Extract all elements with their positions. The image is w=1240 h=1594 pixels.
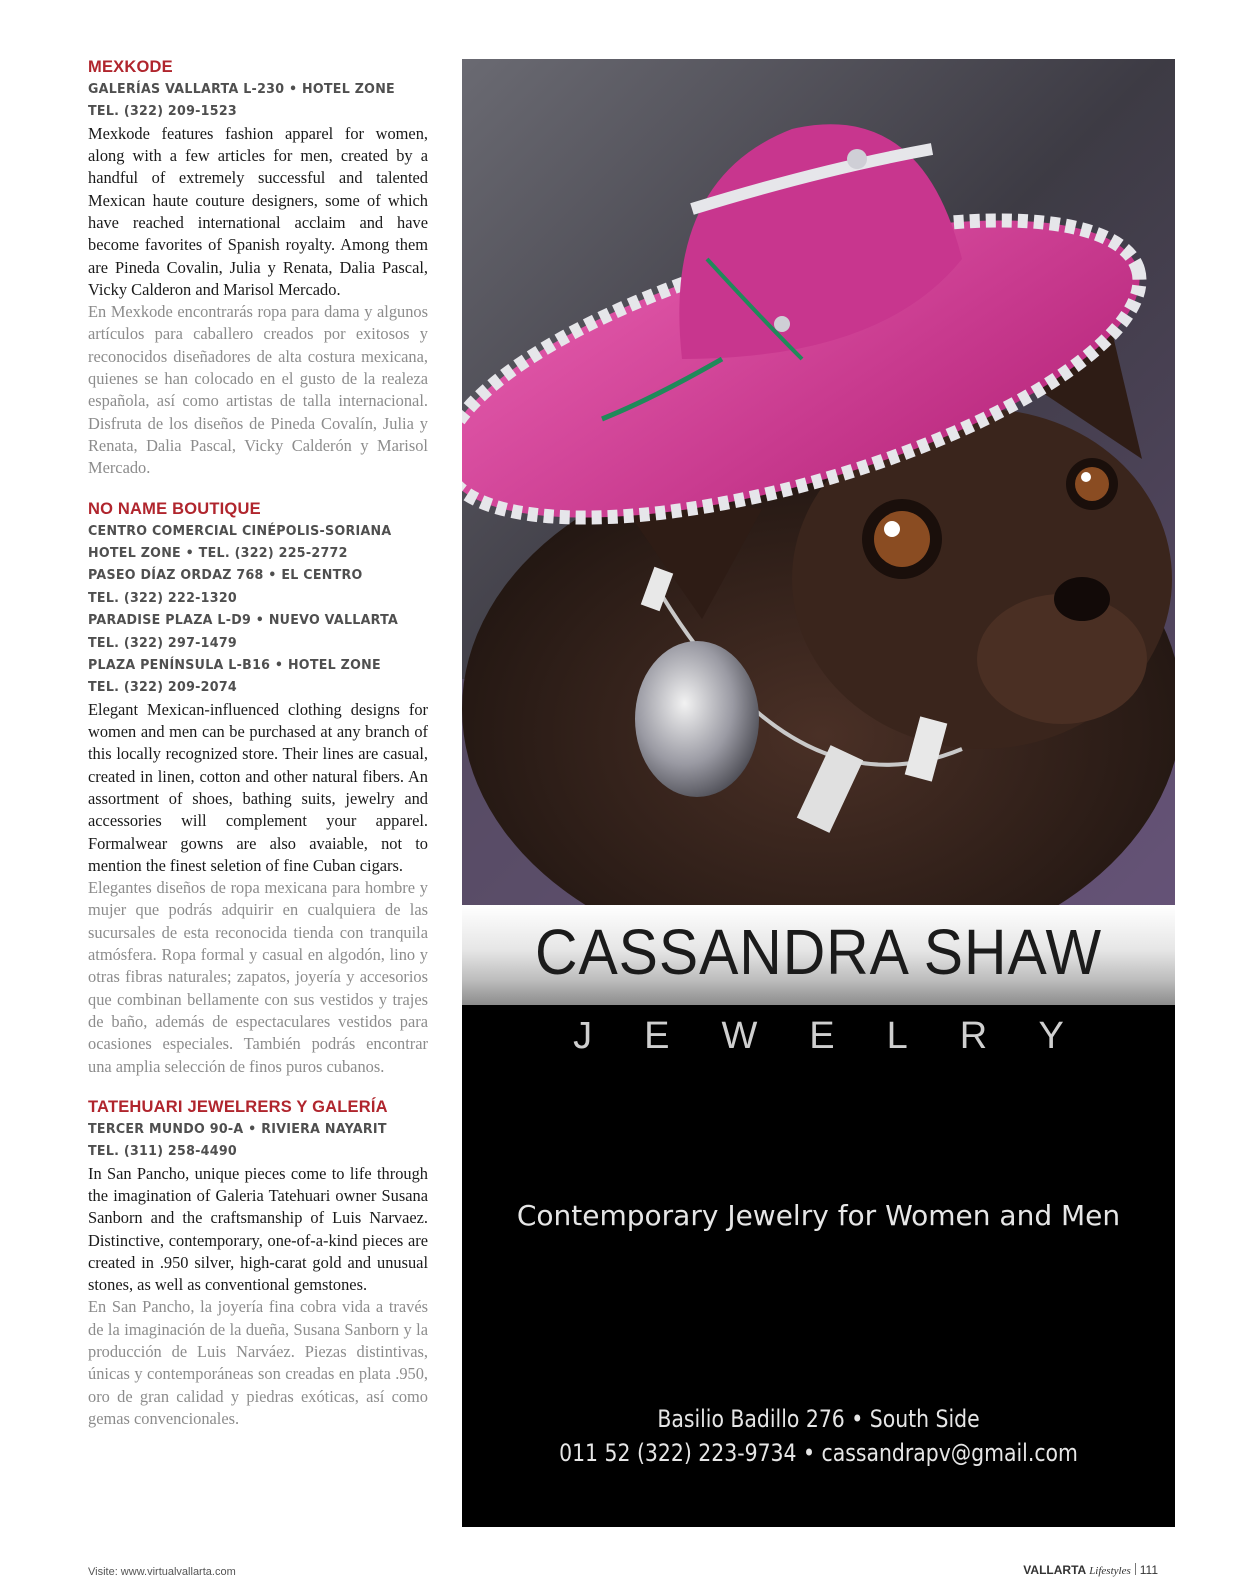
description-spanish: Elegantes diseños de ropa mexicana para hombre y mujer que podrás adquirir en cualquiera de las sucursales de esta reconocida tienda con tranquila atmósfera. Ropa formal y casual en algodón, lino y otras fibras naturales; zapatos, joyería y accesorios que combinan bellamente con sus vestidos y trajes de baño, además de espectaculares vestidos para ocasiones especiales. También podrás encontrar una amplia selección de finos puros cubanos. [88,878,428,1076]
footer-folio [1023,1563,1158,1578]
page-number: 111 [1139,1563,1158,1577]
address-line: CENTRO COMERCIAL CINÉPOLIS-SORIANA [88,522,392,539]
ad-tagline: Contemporary Jewelry for Women and Men [516,1199,1121,1232]
address-line: HOTEL ZONE • TEL. (322) 225-2772 [88,544,348,561]
listings-column [88,56,428,1448]
ad-contact: 011 52 (322) 223-9734 • cassandrapv@gmail.com [559,1439,1078,1467]
listing-no-name-boutique [88,498,428,1078]
description-english: Elegant Mexican-influenced clothing designs for women and men can be purchased at any branch of this locally recognized store. Their lines are casual, created in linen, cotton and other natural fibers. An assortment of shoes, bathing suits, jewelry and accessories will complement your apparel. Formalwear gowns are also avaiable, not to mention the finest seletion of fine Cuban cigars. [88,699,428,875]
address-line: GALERÍAS VALLARTA L-230 • HOTEL ZONE [88,81,395,97]
photo-illustration-icon [462,59,1175,905]
brand-subtitle: JEWELRY [573,1015,1116,1057]
address-line: PLAZA PENÍNSULA L-B16 • HOTEL ZONE [88,657,381,673]
business-name: MEXKODE [88,58,173,76]
address-line: PASEO DÍAZ ORDAZ 768 • EL CENTRO [88,567,363,584]
footer-website: Visite: www.virtualvallarta.com [88,1566,236,1578]
jewelry-advertisement [462,59,1175,1527]
description-english: Mexkode features fashion apparel for women, along with a few articles for men, created by a handful of extremely successful and talented Mexican haute couture designers, some of which have reached international acclaim and have become favorites of Spanish royalty. Among them are Pineda Covalin, Julia y Renata, Dalia Pascal, Vicky Calderon and Marisol Mercado. [88,123,428,299]
phone-line: TEL. (322) 209-2074 [88,679,237,696]
magazine-brand-script: Lifestyles [1089,1565,1131,1577]
description-spanish: En San Pancho, la joyería fina cobra vida a través de la imaginación de la dueña, Susana Sanborn y la producción de Luis Narváez. Piezas distintivas, únicas y contemporáneas son creadas en plata .950, oro de gran calidad y piedras exóticas, así como gemas convencionales. [88,1297,428,1428]
folio-divider [1135,1563,1136,1575]
address-line: TERCER MUNDO 90-A • RIVIERA NAYARIT [88,1120,387,1137]
description-english: In San Pancho, unique pieces come to life through the imagination of Galeria Tatehuari owner Susana Sanborn and the craftsmanship of Luis Narvaez. Distinctive, contemporary, one-of-a-kind pieces are created in .950 silver, high-carat gold and unusual stones, as well as conventional gemstones. [88,1163,428,1295]
magazine-brand: VALLARTA [1023,1563,1087,1577]
business-name: TATEHUARI JEWELRERS Y GALERÍA [88,1097,388,1116]
chihuahua-sombrero-photo [462,59,1175,905]
phone-line: TEL. (322) 297-1479 [88,634,237,651]
listing-mexkode [88,56,428,480]
address-line: PARADISE PLAZA L-D9 • NUEVO VALLARTA [88,612,399,629]
description-spanish: En Mexkode encontrarás ropa para dama y algunos artículos para caballero creados por exitosos y reconocidos diseñadores de alta costura mexicana, quienes se han colocado en el gusto de la realeza española, así como artistas de talla internacional. Disfruta de los diseños de Pineda Covalín, Julia y Renata, Dalia Pascal, Vicky Calderón y Marisol Mercado. [88,302,428,478]
brand-banner [462,905,1175,1005]
ad-address: Basilio Badillo 276 • South Side [657,1405,980,1433]
business-name: NO NAME BOUTIQUE [88,499,261,518]
phone-line: TEL. (311) 258-4490 [88,1143,237,1160]
phone-line: TEL. (322) 209-1523 [88,103,237,120]
phone-line: TEL. (322) 222-1320 [88,589,237,606]
brand-name: CASSANDRA SHAW [535,916,1102,988]
listing-tatehuari [88,1096,428,1430]
